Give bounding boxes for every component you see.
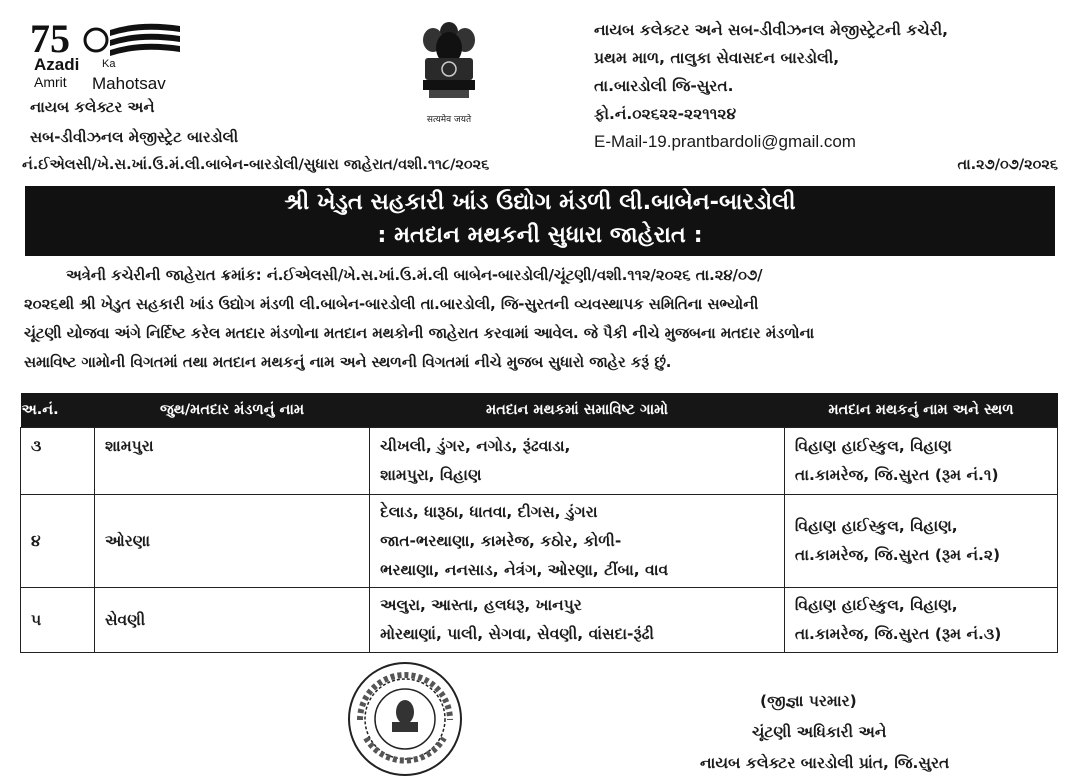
- polling-booth-table: [20, 393, 1058, 653]
- office-right-line: નાયબ કલેક્ટર અને સબ-ડીવીઝનલ મેજીસ્ટ્રેટની કચેરી,: [594, 21, 949, 39]
- intro-line: ૨૦૨૬થી શ્રી ખેડુત સહકારી ખાંડ ઉદ્યોગ મંડળી લી.બાબેન-બારડોલી તા.બારડોલી, જિ-સુરતની વ્યવસ્થાપક સમિતિના સભ્યોની: [24, 296, 759, 313]
- table-row: [21, 428, 1058, 495]
- office-left-line: નાયબ કલેક્ટર અને: [30, 98, 155, 116]
- banner-subtitle: : મતદાન મથકની સુધારા જાહેરાત :: [377, 222, 703, 248]
- intro-line: સમાવિષ્ટ ગામોની વિગતમાં તથા મતદાન મથકનું નામ અને સ્થળની વિગતમાં નીચે મુજબ સુધારો જાહેર કરૂં છું.: [24, 354, 672, 371]
- intro-line: અત્રેની કચેરીની જાહેરાત ક્રમાંક: નં.ઈએલસી/ખે.સ.ખાં.ઉ.મં.લી બાબેન-બારડોલી/ચૂંટણી/વશી.૧૧૨/૨૦૨૬ તા.૨૪/૦૭/: [66, 267, 763, 284]
- signature-block: [700, 686, 1079, 779]
- village-line: શામપુરા, વિહાણ: [380, 466, 482, 484]
- banner-title: શ્રી ખેડુત સહકારી ખાંડ ઉદ્યોગ મંડળી લી.બાબેન-બારડોલી: [284, 189, 796, 215]
- village-line: અલુરા, આસ્તા, હલધરૂ, ખાનપુર: [380, 596, 582, 614]
- cell-booth: [784, 588, 1057, 653]
- intro-line: ચૂંટણી યોજવા અંગે નિર્દિષ્ટ કરેલ મતદાર મંડળોના મતદાન મથકોની જાહેરાત કરવામાં આવેલ. જે પૈકી નીચે મુજબના મતદાર મંડળોના: [24, 325, 815, 342]
- cell-villages: [370, 495, 785, 588]
- logo-75-graphic: [30, 18, 190, 60]
- intro-paragraph: [24, 261, 1058, 377]
- signatory-office: નાયબ કલેક્ટર બારડોલી પ્રાંત, જિ.સુરત: [700, 754, 950, 772]
- cell-serial: ૩: [21, 428, 95, 495]
- logo-ka: Ka: [102, 58, 116, 70]
- cell-booth: [784, 428, 1057, 495]
- title-banner: [25, 186, 1055, 256]
- booth-line: તા.કામરેજ, જિ.સુરત (રૂમ નં.૧): [794, 466, 999, 484]
- ashoka-emblem-icon: [405, 14, 493, 126]
- cell-group: શામપુરા: [94, 428, 369, 495]
- office-left-line: સબ-ડીવીઝનલ મેજીસ્ટ્રેટ બારડોલી: [30, 128, 239, 146]
- svg-text:75: 75: [30, 18, 70, 60]
- header-booth: મતદાન મથકનું નામ અને સ્થળ: [784, 393, 1057, 428]
- azadi-ka-amrit-mahotsav-logo: [30, 18, 230, 100]
- cell-villages: [370, 588, 785, 653]
- reference-date: તા.૨૭/૦૭/૨૦૨૬: [957, 157, 1058, 173]
- booth-line: તા.કામરેજ, જિ.સુરત (રૂમ નં.૨): [794, 546, 1001, 564]
- cell-group: સેવણી: [94, 588, 369, 653]
- village-line: મોરથાણાં, પાલી, સેગવા, સેવણી, વાંસદા-રૂંઢી: [380, 625, 654, 643]
- village-line: ચીખલી, ડુંગર, નગોડ, રૂંઢવાડા,: [380, 437, 571, 455]
- office-title-left: [30, 92, 238, 152]
- header-villages: મતદાન મથકમાં સમાવિષ્ટ ગામો: [370, 393, 785, 428]
- table-header-row: [21, 393, 1058, 428]
- cell-group: ઓરણા: [94, 495, 369, 588]
- emblem-motto: सत्यमेव जयते: [426, 115, 472, 125]
- official-seal: [346, 660, 464, 778]
- logo-mahotsav: Mahotsav: [92, 74, 166, 93]
- office-email: E-Mail-19.prantbardoli@gmail.com: [594, 132, 856, 151]
- signatory-designation: ચૂંટણી અધિકારી અને: [752, 723, 887, 741]
- cell-serial: ૫: [21, 588, 95, 653]
- booth-line: વિહાણ હાઈસ્કુલ, વિહાણ,: [794, 596, 958, 614]
- booth-line: વિહાણ હાઈસ્કુલ, વિહાણ,: [794, 517, 958, 535]
- cell-villages: [370, 428, 785, 495]
- office-address-right: [594, 16, 948, 156]
- signatory-name: (જીજ્ઞા પરમાર): [760, 692, 857, 710]
- logo-amrit: Amrit: [34, 74, 67, 90]
- cell-serial: ૪: [21, 495, 95, 588]
- national-emblem: [405, 14, 493, 126]
- table-row: [21, 495, 1058, 588]
- seal-stamp-icon: [346, 660, 464, 778]
- table-row: [21, 588, 1058, 653]
- letterhead: [0, 0, 1079, 152]
- village-line: ભરથાણા, નનસાડ, નેત્રંગ, ઓરણા, ટીંબા, વાવ: [380, 560, 669, 579]
- cell-booth: [784, 495, 1057, 588]
- office-phone: ફો.નં.૦૨૬૨૨-૨૨૧૧૨૪: [594, 105, 737, 123]
- village-line: જાત-ભરથાણા, કામરેજ, કઠોર, કોળી-: [380, 531, 622, 550]
- village-line: દેલાડ, ધારૂઠા, ધાતવા, દીગસ, ડુંગરા: [380, 502, 598, 521]
- reference-number: નં.ઈએલસી/ખે.સ.ખાં.ઉ.મં.લી.બાબેન-બારડોલી/સુધારા જાહેરાત/વશી.૧૧૮/૨૦૨૬: [22, 157, 490, 173]
- header-serial: અ.નં.: [21, 393, 95, 428]
- reference-line: [22, 157, 1058, 173]
- booth-line: તા.કામરેજ, જિ.સુરત (રૂમ નં.૩): [794, 625, 1002, 643]
- office-right-line: પ્રથમ માળ, તાલુકા સેવાસદન બારડોલી,: [594, 49, 840, 67]
- logo-azadi: Azadi: [34, 55, 80, 74]
- booth-line: વિહાણ હાઈસ્કુલ, વિહાણ: [794, 437, 952, 455]
- office-right-line: તા.બારડોલી જિ-સુરત.: [594, 77, 734, 95]
- header-group: જુથ/મતદાર મંડળનું નામ: [94, 393, 369, 428]
